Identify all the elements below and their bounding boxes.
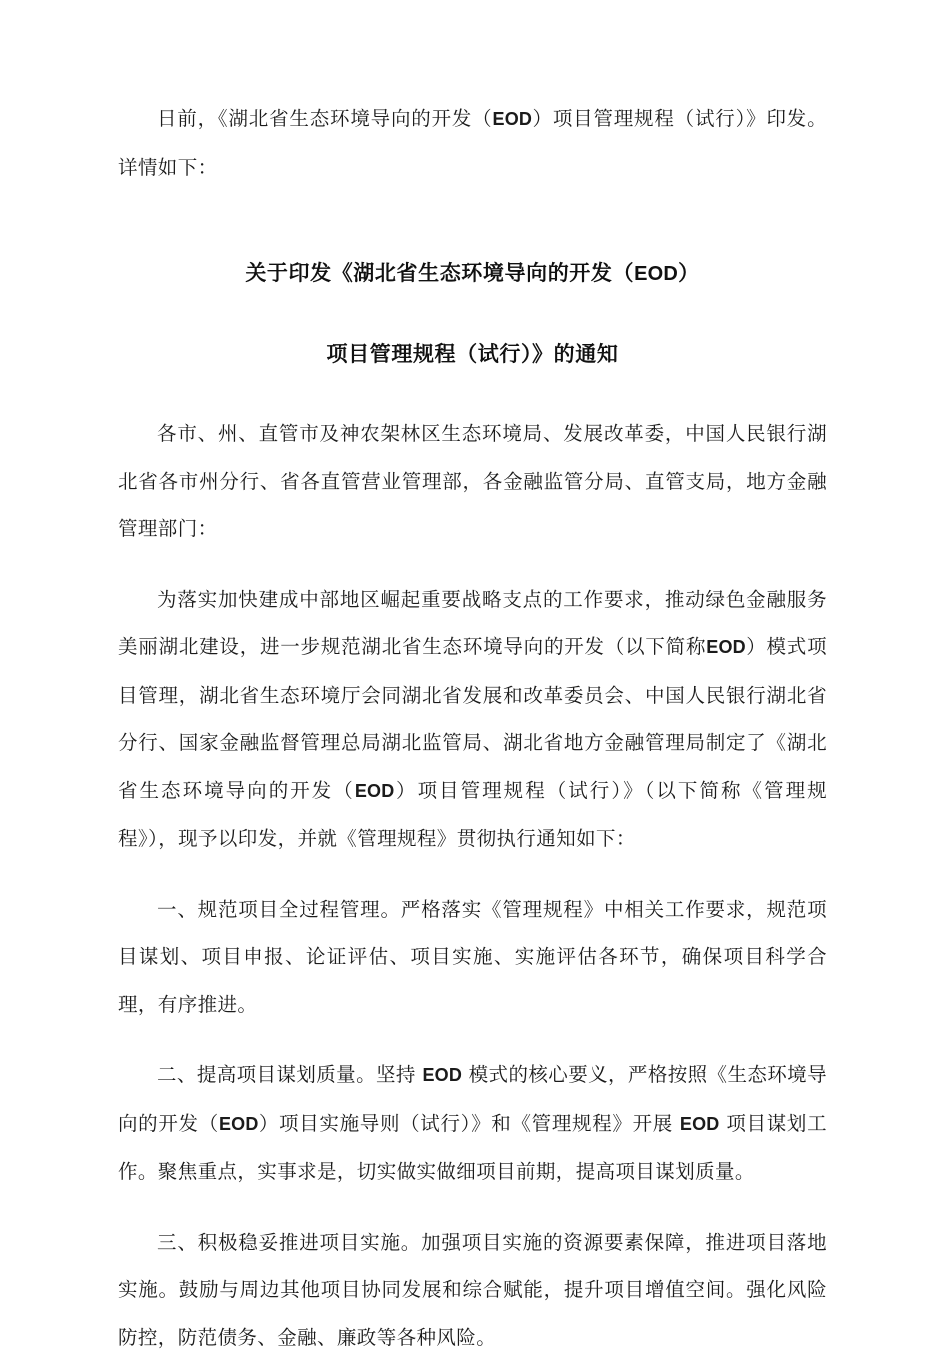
body-paragraph	[118, 576, 827, 863]
intro-acronym: EOD	[493, 109, 533, 129]
item-2-number: 二、	[157, 1063, 197, 1086]
document-content	[118, 95, 827, 1361]
title-bottom-spacer	[118, 378, 827, 410]
item-2-acronym-2: EOD	[219, 1114, 259, 1134]
intro-suffix: ）项目管理规程（试行）》印发。详情如下：	[118, 107, 827, 179]
numbered-item-3	[118, 1219, 827, 1361]
item-3-text: 积极稳妥推进项目实施。加强项目实施的资源要素保障，推进项目落地实施。鼓励与周边其他项目协同发展和综合赋能，提升项目增值空间。强化风险防控，防范债务、金融、廉政等各种风险。	[118, 1231, 827, 1349]
document-title-block	[118, 250, 827, 378]
body-acronym-1: EOD	[706, 637, 746, 657]
document-title-line-2: 项目管理规程（试行）》的通知	[118, 331, 827, 379]
item-2-seg-2: 模式的核心要义，严格按照《生态环境导向的开发（	[118, 1063, 827, 1135]
title-line1-suffix: ）	[678, 262, 700, 285]
body-seg-2: ）模式项目管理，湖北省生态环境厅会同湖北省发展和改革委员会、中国人民银行湖北省分行、国家金融监督管理总局湖北监管局、湖北省地方金融管理局制定了《湖北省生态环境导向的开发（	[118, 635, 827, 802]
body-seg-1: 为落实加快建成中部地区崛起重要战略支点的工作要求，推动绿色金融服务美丽湖北建设，进一步规范湖北省生态环境导向的开发（以下简称	[118, 588, 827, 659]
title-top-spacer	[118, 214, 827, 250]
item-3-number: 三、	[157, 1231, 198, 1254]
body-seg-3: ）项目管理规程（试行）》（以下简称《管理规程》），现予以印发，并就《管理规程》贯彻执行通知如下：	[118, 779, 827, 851]
item-2-seg-4: 项目谋划工作。聚焦重点，实事求是，切实做实做细项目前期，提高项目谋划质量。	[118, 1112, 827, 1184]
recipients-paragraph: 各市、州、直管市及神农架林区生态环境局、发展改革委，中国人民银行湖北省各市州分行、省各直管营业管理部，各金融监管分局、直管支局，地方金融管理部门：	[118, 410, 827, 553]
numbered-item-1	[118, 886, 827, 1029]
intro-paragraph	[118, 95, 827, 191]
item-2-acronym-1: EOD	[422, 1065, 462, 1085]
item-2-acronym-3: EOD	[680, 1114, 720, 1134]
title-line1-prefix: 关于印发《湖北省生态环境导向的开发（	[245, 262, 634, 285]
item-1-text: 规范项目全过程管理。严格落实《管理规程》中相关工作要求，规范项目谋划、项目申报、论证评估、项目实施、实施评估各环节，确保项目科学合理，有序推进。	[118, 898, 827, 1016]
item-2-seg-3: ）项目实施导则（试行）》和《管理规程》开展	[259, 1112, 680, 1135]
title-line1-acronym: EOD	[634, 263, 678, 285]
body-acronym-2: EOD	[355, 781, 395, 801]
intro-prefix: 日前，《湖北省生态环境导向的开发（	[157, 107, 493, 130]
item-1-number: 一、	[157, 898, 198, 921]
document-title-line-1	[118, 250, 827, 299]
item-2-seg-1: 提高项目谋划质量。坚持	[197, 1063, 423, 1086]
numbered-item-2	[118, 1051, 827, 1196]
